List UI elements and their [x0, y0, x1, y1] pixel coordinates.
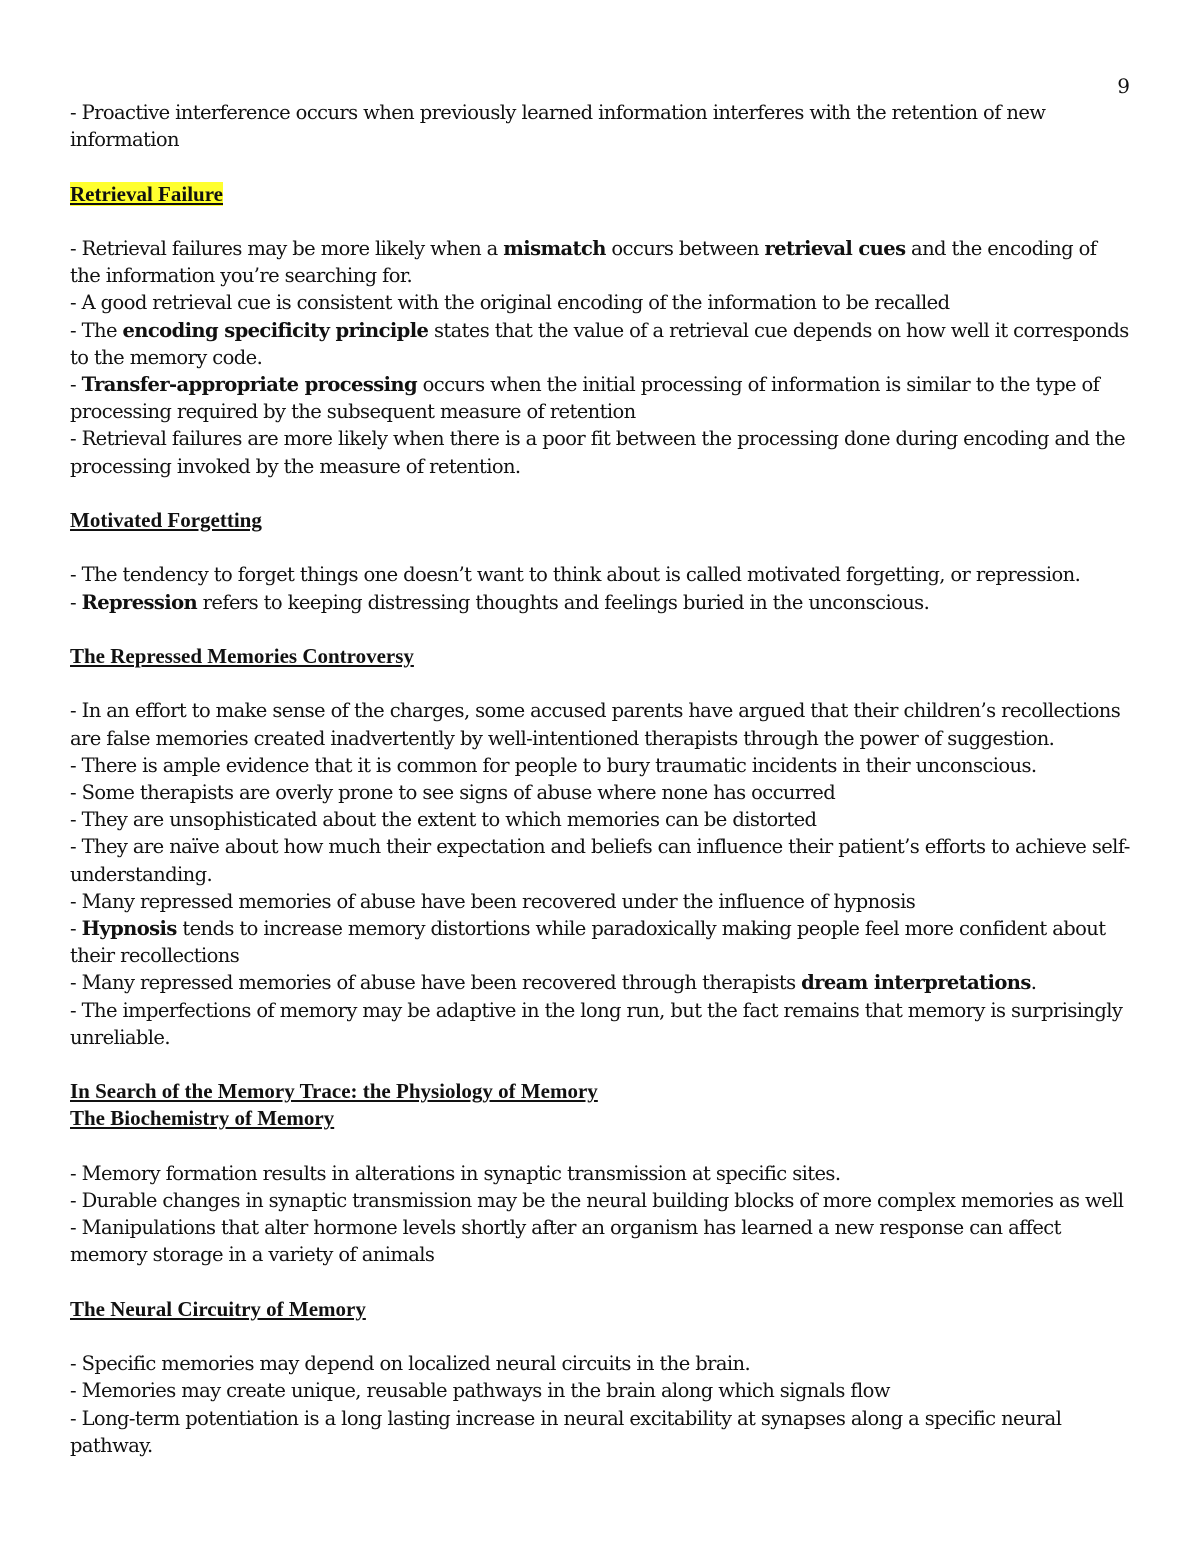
localized-circuits-paragraph: - Specific memories may depend on localized neural circuits in the brain. [70, 1352, 751, 1376]
text-run: states that the value of a retrieval cue depends on how well it corresponds to the memory code. [70, 318, 1129, 369]
long-term-potentiation-paragraph: - Long-term potentiation is a long lasting increase in neural excitability at synapses along a specific neural pathway. [70, 1406, 1062, 1457]
text-run: - [70, 373, 82, 396]
text-run: - The [70, 318, 123, 342]
proactive-interference-paragraph: - Proactive interference occurs when previously learned information interferes with the retention of new information [70, 101, 1046, 152]
text-run: - Many repressed memories of abuse have been recovered through therapists [70, 971, 802, 995]
heading-text: The Biochemistry of Memory [70, 1106, 335, 1131]
repression-paragraph [70, 589, 1130, 616]
dream-interpretations-paragraph [70, 969, 1130, 996]
heading-text: Retrieval Failure [70, 181, 223, 206]
bold-term: Hypnosis [81, 917, 177, 940]
false-memories-paragraph: - In an effort to make sense of the charges, some accused parents have argued that their children’s recollections are false memories created inadvertently by well-intentioned therapists through the power of suggestion. [70, 699, 1121, 750]
reusable-pathways-paragraph: - Memories may create unique, reusable pathways in the brain along which signals flow [70, 1379, 890, 1403]
text-run: - [70, 590, 82, 614]
text-run: - Retrieval failures may be more likely when a [70, 236, 504, 260]
hypnosis-recovered-paragraph: - Many repressed memories of abuse have been recovered under the influence of hypnosis [70, 889, 916, 913]
bold-term: mismatch [503, 236, 606, 260]
document-body [70, 99, 1130, 1459]
bold-term: dream interpretations [801, 971, 1031, 995]
heading-text: The Neural Circuitry of Memory [70, 1296, 366, 1321]
memory-trace-heading [70, 1078, 1130, 1105]
bold-term: Transfer-appropriate processing [81, 373, 418, 396]
imperfections-paragraph: - The imperfections of memory may be adaptive in the long run, but the fact remains that memory is surprisingly unreliable. [70, 998, 1123, 1049]
text-run: occurs when the initial processing of information is similar to the type of processing required by the subsequent measure of retention [70, 373, 1100, 424]
poor-fit-paragraph: - Retrieval failures are more likely when there is a poor fit between the processing done during encoding and the processing invoked by the measure of retention. [70, 427, 1126, 478]
naive-paragraph: - They are naïve about how much their expectation and beliefs can influence their patient’s efforts to achieve self-understanding. [70, 835, 1130, 886]
ample-evidence-paragraph: - There is ample evidence that it is common for people to bury traumatic incidents in their unconscious. [70, 753, 1037, 777]
retrieval-failure-heading [70, 181, 1130, 208]
hypnosis-paragraph [70, 915, 1130, 969]
heading-text: The Repressed Memories Controversy [70, 643, 414, 668]
retrieval-mismatch-paragraph [70, 235, 1130, 289]
neural-circuitry-heading [70, 1296, 1130, 1323]
motivated-forgetting-heading [70, 507, 1130, 534]
hormone-levels-paragraph: - Manipulations that alter hormone levels shortly after an organism has learned a new response can affect memory storage in a variety of animals [70, 1216, 1061, 1267]
bold-term: retrieval cues [764, 236, 906, 260]
good-retrieval-cue-paragraph: - A good retrieval cue is consistent with the original encoding of the information to be recalled [70, 291, 950, 315]
text-run: and the encoding of the information you’re searching for. [70, 236, 1097, 288]
unsophisticated-paragraph: - They are unsophisticated about the extent to which memories can be distorted [70, 808, 817, 832]
text-run: tends to increase memory distortions while paradoxically making people feel more confident about their recollections [70, 917, 1106, 968]
heading-text: In Search of the Memory Trace: the Physiology of Memory [70, 1079, 598, 1104]
encoding-specificity-paragraph [70, 317, 1130, 371]
bold-term: Repression [81, 590, 198, 614]
durable-changes-paragraph: - Durable changes in synaptic transmission may be the neural building blocks of more complex memories as well [70, 1189, 1124, 1212]
repressed-memories-heading [70, 643, 1130, 670]
biochemistry-heading [70, 1105, 1130, 1132]
motivated-forgetting-paragraph: - The tendency to forget things one doesn’t want to think about is called motivated forgetting, or repression. [70, 563, 1081, 587]
page-number: 9 [1117, 74, 1130, 98]
therapists-prone-paragraph: - Some therapists are overly prone to see signs of abuse where none has occurred [70, 780, 836, 804]
heading-text: Motivated Forgetting [70, 508, 262, 532]
text-run: . [1030, 971, 1037, 995]
text-run: - [70, 917, 82, 940]
bold-term: encoding specificity principle [122, 318, 429, 342]
text-run: occurs between [605, 236, 765, 260]
memory-formation-paragraph: - Memory formation results in alterations in synaptic transmission at specific sites. [70, 1161, 841, 1185]
transfer-appropriate-paragraph [70, 371, 1130, 425]
text-run: refers to keeping distressing thoughts and feelings buried in the unconscious. [197, 590, 930, 614]
